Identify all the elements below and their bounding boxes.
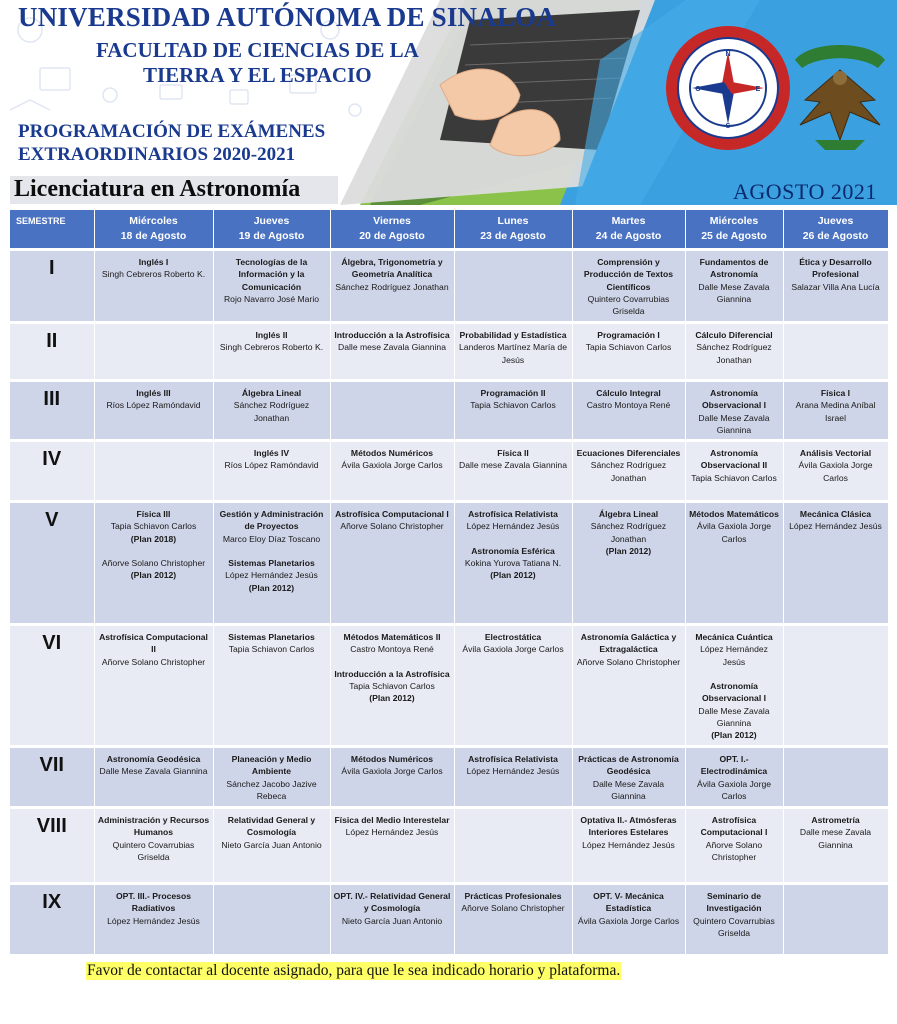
teacher-name: Quintero Covarrubias Griselda [587, 293, 670, 317]
day-column-header: Miércoles 18 de Agosto [94, 210, 213, 250]
subject-name: Métodos Numéricos [350, 754, 434, 765]
teacher-name: Añorve Solano Christopher [340, 521, 444, 532]
exam-cell [330, 323, 454, 381]
subject-name: Astrofísica Computacional I [335, 509, 449, 520]
subject-name: Sistemas Planetarios [228, 558, 315, 569]
exam-cell [572, 441, 685, 502]
semester-label: VII [10, 747, 94, 808]
table-row [10, 808, 888, 884]
exam-cell [330, 808, 454, 884]
exam-cell [330, 625, 454, 747]
teacher-name: Ávila Gaxiola Jorge Carlos [798, 460, 873, 483]
subject-name: Electrostática [484, 632, 542, 643]
svg-text:N: N [725, 51, 731, 58]
day-column-header: Lunes 23 de Agosto [454, 210, 572, 250]
degree-banner [10, 176, 338, 204]
exam-cell [685, 625, 783, 747]
subject-name: Álgebra Lineal [241, 388, 302, 398]
subject-name: Astronomía Galáctica y Extragaláctica [580, 632, 677, 655]
exam-cell [213, 250, 330, 323]
subject-name: Ecuaciones Diferenciales [576, 448, 681, 459]
exam-cell [572, 747, 685, 808]
faculty-title-line2: TIERRA Y EL ESPACIO [143, 63, 372, 87]
teacher-name: Tapia Schiavon Carlos [470, 400, 556, 411]
teacher-name: Sánchez Rodríguez Jonathan [590, 460, 667, 483]
teacher-name: Ríos López Ramóndavid [106, 400, 201, 411]
subject-name: Tecnologías de la Información y la Comunicación [235, 257, 308, 292]
teacher-name: Ávila Gaxiola Jorge Carlos [341, 766, 443, 777]
teacher-name: Ávila Gaxiola Jorge Carlos [341, 460, 443, 471]
subject-name: Física II [497, 448, 529, 459]
subject-name: Programación II [480, 388, 546, 398]
teacher-name: Ríos López Ramóndavid [224, 460, 319, 471]
teacher-name: Ávila Gaxiola Jorge Carlos [577, 915, 680, 926]
teacher-name: López Hernández Jesús [582, 839, 675, 850]
teacher-name: Sánchez Rodríguez Jonathan [233, 400, 310, 423]
teacher-name: Nieto García Juan Antonio [341, 915, 443, 926]
table-row [10, 441, 888, 502]
subject-name: Astronomía Observacional I [701, 388, 766, 411]
plan-note: (Plan 2012) [248, 582, 295, 593]
exam-cell [330, 747, 454, 808]
exam-cell [685, 502, 783, 625]
plan-note: (Plan 2018) [130, 533, 177, 544]
program-title-line2: EXTRAORDINARIOS 2020-2021 [18, 144, 296, 165]
subject-name: Prácticas Profesionales [464, 891, 562, 902]
exam-cell [330, 381, 454, 441]
svg-text:S: S [725, 123, 731, 130]
teacher-name: Arana Medina Aníbal Israel [795, 400, 876, 423]
exam-cell [454, 250, 572, 323]
exam-schedule-table [10, 210, 889, 957]
exam-cell [783, 747, 888, 808]
subject-name: Astrofísica Relativista [468, 754, 558, 765]
teacher-name: Quintero Covarrubias Griselda [112, 839, 195, 863]
table-row [10, 250, 888, 323]
table-header-row [10, 210, 888, 250]
teacher-name: López Hernández Jesús [700, 644, 768, 667]
table-row [10, 323, 888, 381]
teacher-name: Rojo Navarro José Mario [223, 293, 320, 304]
table-row [10, 625, 888, 747]
subject-name: Planeación y Medio Ambiente [231, 754, 312, 777]
subject-name: Introducción a la Astrofísica [334, 330, 450, 340]
exam-cell [454, 502, 572, 625]
teacher-name: Tapia Schiavon Carlos [691, 472, 777, 483]
teacher-name: Sánchez Jacobo Jazive Rebeca [226, 778, 317, 802]
svg-text:O: O [695, 86, 701, 93]
teacher-name: López Hernández Jesús [466, 766, 560, 777]
exam-cell [454, 441, 572, 502]
exam-cell [572, 808, 685, 884]
teacher-name: Sánchez Rodríguez Jonathan [335, 281, 449, 292]
semester-label: IV [10, 441, 94, 502]
teacher-name: Ávila Gaxiola Jorge Carlos [696, 778, 772, 802]
plan-note: (Plan 2012) [605, 546, 652, 557]
subject-name: Programación I [597, 330, 660, 340]
exam-cell [454, 808, 572, 884]
exam-cell [783, 250, 888, 323]
semester-column-header: SEMESTRE [10, 210, 94, 250]
teacher-name: López Hernández Jesús [225, 570, 318, 581]
plan-note: (Plan 2012) [711, 730, 757, 741]
semester-label: I [10, 250, 94, 323]
subject-name: Física I [820, 388, 851, 398]
subject-name: Gestión y Administración de Proyectos [219, 509, 324, 532]
subject-name: Física del Medio Interestelar [334, 815, 450, 826]
subject-name: Astronomía Esférica [471, 545, 555, 556]
subject-name: Álgebra Lineal [598, 509, 659, 520]
table-row [10, 502, 888, 625]
table-row [10, 747, 888, 808]
university-title: UNIVERSIDAD AUTÓNOMA DE SINALOA [18, 2, 557, 32]
exam-cell [783, 381, 888, 441]
teacher-name: Kokina Yurova Tatiana N. [464, 558, 562, 569]
plan-note: (Plan 2012) [130, 570, 177, 581]
subject-name: Astrofísica Computacional II [99, 632, 208, 655]
teacher-name: Añorve Solano Christopher [705, 839, 763, 863]
exam-cell [685, 250, 783, 323]
teacher-name: Marco Eloy Díaz Toscano [222, 533, 321, 544]
exam-cell [783, 625, 888, 747]
subject-name: Astronomía Geodésica [106, 754, 201, 765]
exam-cell [572, 250, 685, 323]
subject-name: Cálculo Integral [596, 388, 661, 398]
teacher-name: Ávila Gaxiola Jorge Carlos [696, 521, 772, 544]
subject-name: Comprensión y Producción de Textos Científicos [583, 257, 674, 292]
faculty-title-line1: FACULTAD DE CIENCIAS DE LA [96, 38, 419, 62]
exam-cell [94, 884, 213, 956]
exam-cell [330, 884, 454, 956]
teacher-name: Dalle mese Zavala Giannina [459, 460, 567, 471]
teacher-name: Añorve Solano Christopher [461, 903, 565, 914]
teacher-name: Tapia Schiavon Carlos [349, 681, 435, 692]
teacher-name: Salazar Villa Ana Lucía [791, 281, 880, 292]
teacher-name: Añorve Solano Christopher [101, 656, 206, 667]
exam-cell [94, 441, 213, 502]
subject-name: Métodos Matemáticos II [343, 632, 441, 643]
semester-label: V [10, 502, 94, 625]
subject-name: Sistemas Planetarios [228, 632, 315, 643]
subject-name: Astrofísica Computacional I [700, 815, 768, 838]
exam-cell [213, 808, 330, 884]
subject-name: Ética y Desarrollo Profesional [799, 257, 872, 280]
subject-name: Álgebra, Trigonometría y Geometría Analítica [341, 257, 443, 280]
subject-name: Astrofísica Relativista [468, 509, 558, 520]
teacher-name: Singh Cebreros Roberto K. [101, 269, 206, 280]
table-row [10, 381, 888, 441]
exam-cell [213, 502, 330, 625]
exam-cell [572, 381, 685, 441]
subject-name: Fundamentos de Astronomía [699, 257, 769, 280]
subject-name: Prácticas de Astronomía Geodésica [578, 754, 679, 777]
teacher-name: López Hernández Jesús [107, 915, 200, 926]
teacher-name: Dalle Mese Zavala Giannina [698, 281, 770, 304]
degree-title: Licenciatura en Astronomía [14, 176, 301, 202]
exam-cell [783, 441, 888, 502]
teacher-name: Dalle Mese Zavala Giannina [592, 778, 665, 802]
exam-cell [213, 747, 330, 808]
footer-note: Favor de contactar al docente asignado, para que le sea indicado horario y plataforma. [87, 962, 621, 979]
day-column-header: Jueves 19 de Agosto [213, 210, 330, 250]
teacher-name: Singh Cebreros Roberto K. [219, 342, 324, 353]
exam-cell [94, 502, 213, 625]
semester-label: VIII [10, 808, 94, 884]
exam-cell [685, 441, 783, 502]
subject-name: Relatividad General y Cosmología [227, 815, 316, 838]
exam-cell [572, 625, 685, 747]
subject-name: Optativa II.- Atmósferas Interiores Estelares [580, 815, 677, 838]
exam-cell [572, 502, 685, 625]
exam-cell [454, 323, 572, 381]
teacher-name: Tapia Schiavon Carlos [585, 342, 672, 353]
exam-cell [94, 381, 213, 441]
teacher-name: Nieto García Juan Antonio [221, 839, 322, 850]
subject-name: Mecánica Clásica [799, 509, 872, 520]
subject-name: Cálculo Diferencial [695, 330, 773, 340]
semester-label: II [10, 323, 94, 381]
subject-name: Inglés I [138, 257, 169, 267]
day-column-header: Jueves 26 de Agosto [783, 210, 888, 250]
teacher-name: Añorve Solano Christopher [576, 656, 681, 667]
exam-cell [94, 747, 213, 808]
teacher-name: Tapia Schiavon Carlos [228, 644, 315, 655]
program-title-line1: PROGRAMACIÓN DE EXÁMENES [18, 121, 326, 142]
exam-cell [330, 441, 454, 502]
teacher-name: Dalle Mese Zavala Giannina [698, 412, 770, 435]
month-label: AGOSTO 2021 [733, 179, 877, 204]
exam-cell [572, 884, 685, 956]
semester-label: VI [10, 625, 94, 747]
exam-cell [783, 808, 888, 884]
exam-cell [454, 884, 572, 956]
subject-name: Física III [136, 509, 171, 520]
exam-cell [213, 381, 330, 441]
teacher-name: Dalle Mese Zavala Giannina [698, 705, 770, 728]
teacher-name: Quintero Covarrubias Griselda [693, 915, 775, 939]
exam-cell [94, 808, 213, 884]
table-row [10, 884, 888, 956]
exam-cell [94, 250, 213, 323]
subject-name: Probabilidad y Estadística [459, 330, 567, 340]
subject-name: OPT. I.- Electrodinámica [700, 754, 768, 777]
exam-cell [330, 502, 454, 625]
subject-name: Métodos Matemáticos [689, 509, 779, 520]
exam-cell [685, 884, 783, 956]
exam-cell [685, 381, 783, 441]
teacher-name: Añorve Solano Christopher [101, 558, 206, 569]
teacher-name: Castro Montoya René [586, 400, 671, 411]
teacher-name: Dalle mese Zavala Giannina [338, 342, 446, 353]
teacher-name: López Hernández Jesús [345, 827, 439, 838]
subject-name: Métodos Numéricos [350, 448, 434, 459]
exam-cell [685, 808, 783, 884]
exam-cell [685, 323, 783, 381]
teacher-name: López Hernández Jesús [789, 521, 882, 532]
plan-note: (Plan 2012) [369, 693, 415, 704]
subject-name: OPT. V- Mecánica Estadística [593, 891, 664, 914]
subject-name: Mecánica Cuántica [695, 632, 773, 643]
exam-cell [330, 250, 454, 323]
day-column-header: Viernes 20 de Agosto [330, 210, 454, 250]
subject-name: Seminario de Investigación [706, 891, 762, 914]
exam-cell [783, 884, 888, 956]
exam-cell [783, 502, 888, 625]
exam-cell [454, 381, 572, 441]
exam-cell [94, 625, 213, 747]
exam-cell [213, 323, 330, 381]
exam-cell [783, 323, 888, 381]
teacher-name: López Hernández Jesús [466, 521, 560, 532]
teacher-name: Castro Montoya René [350, 644, 434, 655]
faculty-seal-logo [668, 28, 788, 148]
subject-name: Astronomía Observacional I [701, 681, 766, 704]
teacher-name: Ávila Gaxiola Jorge Carlos [462, 644, 564, 655]
exam-cell [213, 884, 330, 956]
teacher-name: Sánchez Rodríguez Jonathan [590, 521, 667, 544]
exam-cell [213, 441, 330, 502]
day-column-header: Martes 24 de Agosto [572, 210, 685, 250]
exam-cell [213, 625, 330, 747]
semester-label: III [10, 381, 94, 441]
teacher-name: Sánchez Rodríguez Jonathan [696, 342, 772, 365]
exam-cell [454, 747, 572, 808]
day-column-header: Miércoles 25 de Agosto [685, 210, 783, 250]
header [0, 0, 897, 208]
university-eagle-logo [792, 37, 888, 153]
exam-cell [454, 625, 572, 747]
teacher-name: Dalle mese Zavala Giannina [799, 827, 872, 850]
plan-note: (Plan 2012) [490, 570, 536, 581]
svg-text:E: E [755, 86, 761, 93]
subject-name: Inglés III [136, 388, 171, 398]
subject-name: Análisis Vectorial [799, 448, 872, 459]
teacher-name: Landeros Martínez María de Jesús [459, 342, 567, 365]
subject-name: Inglés II [255, 330, 288, 340]
subject-name: OPT. IV.- Relatividad General y Cosmología [333, 891, 451, 914]
subject-name: Introducción a la Astrofísica [334, 668, 450, 679]
teacher-name: Tapia Schiavon Carlos [110, 521, 197, 532]
subject-name: Astrometría [811, 815, 860, 826]
exam-cell [685, 747, 783, 808]
subject-name: Administración y Recursos Humanos [97, 815, 210, 838]
subject-name: Astronomía Observacional II [700, 448, 768, 471]
subject-name: Inglés IV [253, 448, 290, 459]
subject-name: OPT. III.- Procesos Radiativos [116, 891, 191, 914]
exam-cell [572, 323, 685, 381]
teacher-name: Dalle Mese Zavala Giannina [99, 766, 208, 777]
exam-cell [94, 323, 213, 381]
semester-label: IX [10, 884, 94, 956]
